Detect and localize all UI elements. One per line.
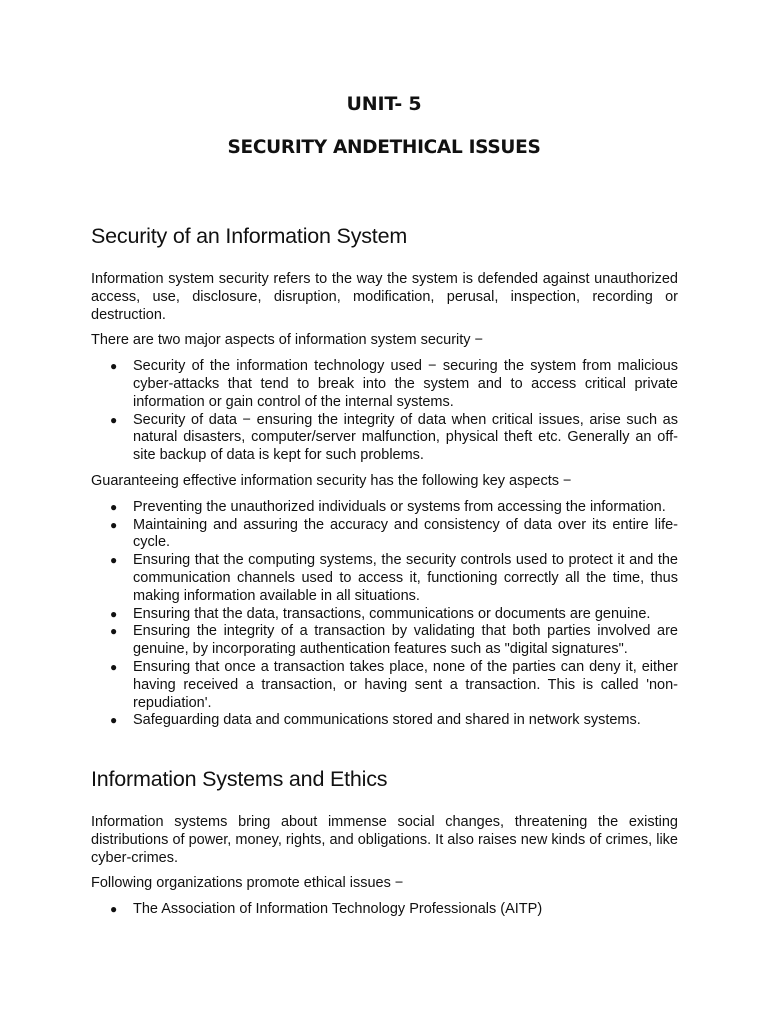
list-item xyxy=(91,412,678,465)
list-item xyxy=(91,623,678,659)
list-item-text: Ensuring that once a transaction takes place, none of the parties can deny it, either having received a transaction, or having sent a transaction. This is called 'non-repudiation'. xyxy=(133,658,678,711)
list-item-text: Preventing the unauthorized individuals or systems from accessing the information. xyxy=(133,498,666,515)
section-intro-paragraph: Information system security refers to the way the system is defended against unauthorized access, use, disclosure, disruption, modification, perusal, inspection, recording or destruction. xyxy=(91,271,678,323)
unit-title: UNIT- 5 xyxy=(346,93,422,115)
bullet-icon: ● xyxy=(110,606,118,621)
aspects-list xyxy=(91,358,678,465)
bullet-icon: ● xyxy=(110,412,118,427)
list-item-text: Ensuring the integrity of a transaction by validating that both parties involved are genuine, by incorporating authentication features such as "digital signatures". xyxy=(133,623,678,658)
bullet-icon: ● xyxy=(110,624,118,639)
list-item-text: Security of data − ensuring the integrity of data when critical issues, arise such as natural disasters, computer/server malfunction, physical theft etc. Generally an off-site backup of data is kept for such problems. xyxy=(133,411,678,464)
key-aspects-lead-paragraph: Guaranteeing effective information security has the following key aspects − xyxy=(91,472,572,489)
organizations-list xyxy=(91,901,678,919)
document-title: SECURITY ANDETHICAL ISSUES xyxy=(227,137,541,158)
list-item-text: Maintaining and assuring the accuracy and consistency of data over its entire life-cycle. xyxy=(133,516,678,551)
section-heading: Security of an Information System xyxy=(91,224,408,248)
list-item xyxy=(91,659,678,712)
bullet-icon: ● xyxy=(110,902,118,917)
key-aspects-list xyxy=(91,499,678,730)
bullet-icon: ● xyxy=(110,359,118,374)
aspects-lead-paragraph: There are two major aspects of information system security − xyxy=(91,332,484,349)
section-heading: Information Systems and Ethics xyxy=(91,767,388,791)
list-item-text: Ensuring that the data, transactions, communications or documents are genuine. xyxy=(133,605,651,622)
list-item xyxy=(91,712,678,730)
bullet-icon: ● xyxy=(110,499,118,514)
list-item xyxy=(91,552,678,605)
list-item xyxy=(91,517,678,553)
orgs-lead-paragraph: Following organizations promote ethical issues − xyxy=(91,875,404,892)
list-item-text: The Association of Information Technology Professionals (AITP) xyxy=(133,901,543,918)
bullet-icon: ● xyxy=(110,659,118,674)
bullet-icon: ● xyxy=(110,713,118,728)
list-item-text: Security of the information technology used − securing the system from malicious cyber-attacks that tend to break into the system and to access critical private information or gain control of the internal systems. xyxy=(133,358,678,410)
list-item xyxy=(91,606,678,624)
list-item xyxy=(91,499,678,517)
bullet-icon: ● xyxy=(110,517,118,532)
list-item-text: Safeguarding data and communications stored and shared in network systems. xyxy=(133,712,641,729)
section-security xyxy=(91,223,678,738)
bullet-icon: ● xyxy=(110,553,118,568)
section-intro-paragraph: Information systems bring about immense social changes, threatening the existing distributions of power, money, rights, and obligations. It also raises new kinds of crimes, like cyber-crimes. xyxy=(91,814,678,866)
list-item xyxy=(91,358,678,411)
list-item-text: Ensuring that the computing systems, the security controls used to protect it and the communication channels used to access it, functioning correctly all the time, thus making information available in all situations. xyxy=(133,552,678,604)
section-ethics xyxy=(91,766,678,927)
list-item xyxy=(91,901,678,919)
